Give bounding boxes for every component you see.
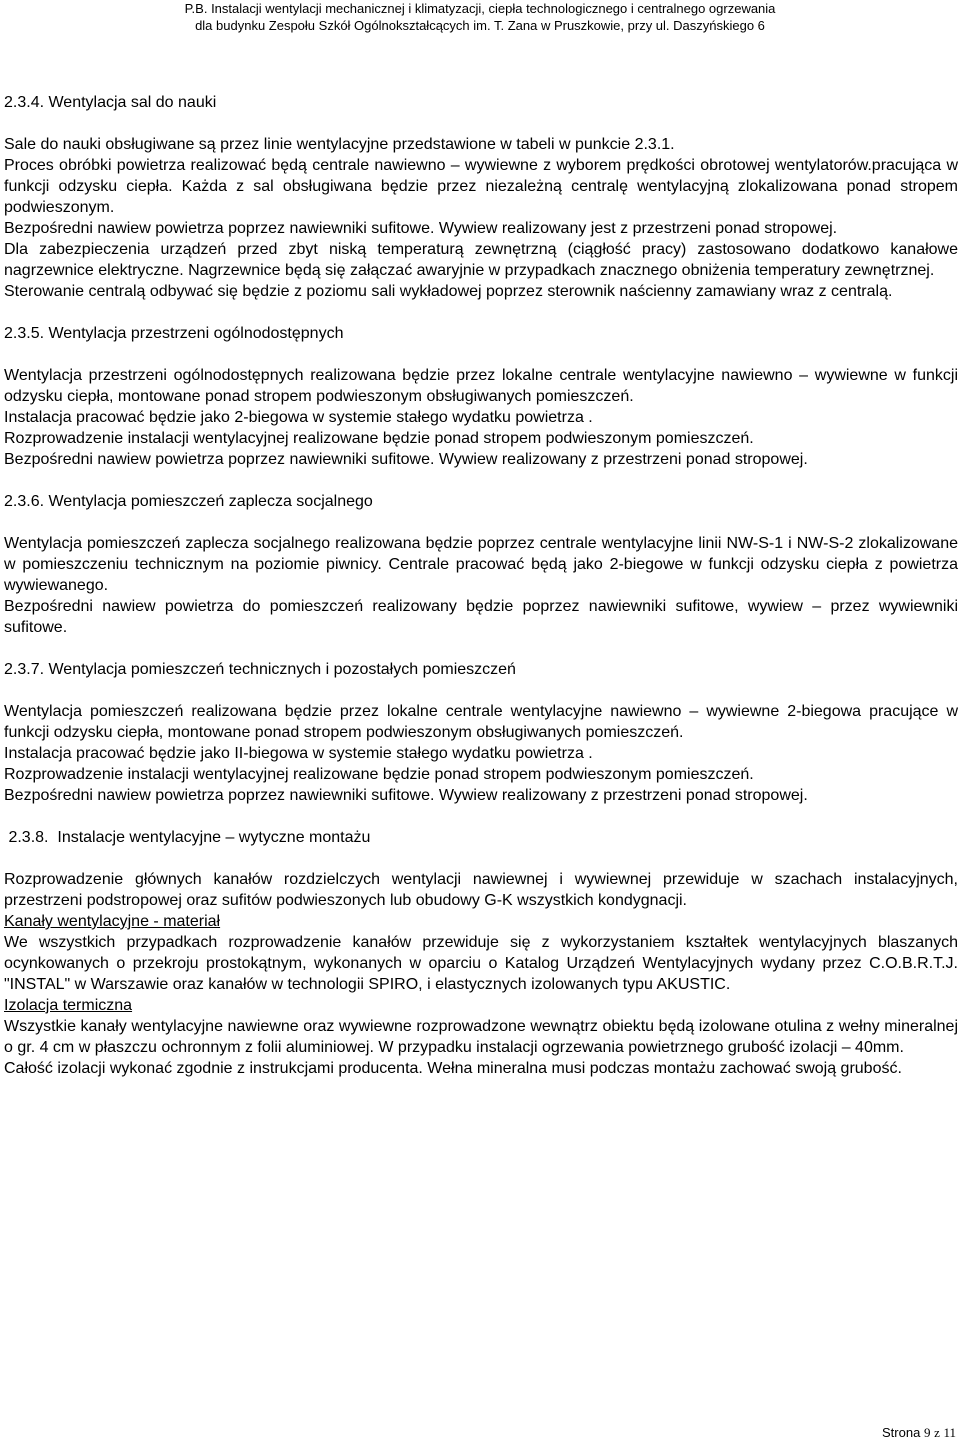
paragraph: Rozprowadzenie instalacji wentylacyjnej realizowane będzie ponad stropem podwieszonym pomieszczeń. [4,766,754,783]
paragraph: Bezpośredni nawiew powietrza poprzez nawiewniki sufitowe. Wywiew realizowany jest z przestrzeni ponad stropowej. [4,220,838,237]
paragraph: Wentylacja przestrzeni ogólnodostępnych realizowana będzie przez lokalne centrale wentylacyjne nawiewno – wywiewne w funkcji odzysku ciepła, montowane ponad stropem podwieszonym obsługiwanych pomieszczeń. [4,367,958,405]
paragraph: Instalacja pracować będzie jako 2-biegowa w systemie stałego wydatku powietrza . [4,409,593,426]
page-footer [882,1426,956,1440]
paragraph: Proces obróbki powietrza realizować będą centrale nawiewno – wywiewne z wyborem prędkości obrotowej wentylatorów.pracująca w funkcji odzysku ciepła. Każda z sal obsługiwana będzie przez niezależną centralę wentylacyjną zlokalizowana ponad stropem podwieszonym. [4,157,958,216]
subsection-title-ducts-material: Kanały wentylacyjne - materiał [4,913,221,930]
section-heading-2-3-8: 2.3.8. Instalacje wentylacyjne – wytyczne montażu [4,829,371,846]
paragraph: Całość izolacji wykonać zgodnie z instrukcjami producenta. Wełna mineralna musi podczas montażu zachować swoją grubość. [4,1060,902,1077]
section-heading-2-3-5: 2.3.5. Wentylacja przestrzeni ogólnodostępnych [4,325,344,342]
paragraph: We wszystkich przypadkach rozprowadzenie kanałów przewiduje się z wykorzystaniem kształtek wentylacyjnych blaszanych ocynkowanych o przekroju prostokątnym, wykonanych w oparciu o Katalog Urządzeń Wentylacyjnych wydany przez C.O.B.R.T.J. "INSTAL" w Warszawie oraz kanałów w technologii SPIRO, i elastycznych izolowanych typu AKUSTIC. [4,934,958,993]
paragraph: Rozprowadzenie instalacji wentylacyjnej realizowane będzie ponad stropem podwieszonym pomieszczeń. [4,430,754,447]
paragraph: Dla zabezpieczenia urządzeń przed zbyt niską temperaturą zewnętrzną (ciągłość pracy) zastosowano dodatkowo kanałowe nagrzewnice elektryczne. Nagrzewnice będą się załączać awaryjnie w przypadkach znacznego obniżenia temperatury zewnętrznej. [4,241,958,279]
page-of: z [934,1425,940,1440]
paragraph: Rozprowadzenie głównych kanałów rozdzielczych wentylacji nawiewnej i wywiewnej przewiduje w szachach instalacyjnych, przestrzeni podstropowej oraz sufitów podwieszonych lub obudowy G-K wszystkich kondygnacji. [4,871,958,909]
paragraph: Bezpośredni nawiew powietrza poprzez nawiewniki sufitowe. Wywiew realizowany z przestrzeni ponad stropowej. [4,787,808,804]
header-line-1: P.B. Instalacji wentylacji mechanicznej i klimatyzacji, ciepła technologicznego i centralnego ogrzewania [184,1,776,16]
paragraph: Bezpośredni nawiew powietrza do pomieszczeń realizowany będzie poprzez nawiewniki sufitowe, wywiew – przez wywiewniki sufitowe. [4,598,958,636]
document-body [4,92,958,1079]
page-number: 9 [923,1425,931,1440]
paragraph: Wentylacja pomieszczeń zaplecza socjalnego realizowana będzie poprzez centrale wentylacyjne linii NW-S-1 i NW-S-2 zlokalizowane w pomieszczeniu technicznym na poziomie piwnicy. Centrale pracować będą jako 2-biegowe w funkcji odzysku ciepła z powietrza wywiewanego. [4,535,958,594]
page-label: Strona [882,1425,921,1440]
document-header [0,0,960,34]
subsection-title-thermal-insulation: Izolacja termiczna [4,997,133,1014]
section-heading-2-3-7: 2.3.7. Wentylacja pomieszczeń technicznych i pozostałych pomieszczeń [4,661,516,678]
paragraph: Bezpośredni nawiew powietrza poprzez nawiewniki sufitowe. Wywiew realizowany z przestrzeni ponad stropowej. [4,451,808,468]
page-total: 11 [943,1425,956,1440]
paragraph: Instalacja pracować będzie jako II-biegowa w systemie stałego wydatku powietrza . [4,745,593,762]
section-heading-2-3-6: 2.3.6. Wentylacja pomieszczeń zaplecza socjalnego [4,493,373,510]
paragraph: Wentylacja pomieszczeń realizowana będzie przez lokalne centrale wentylacyjne nawiewno – wywiewne 2-biegowa pracujące w funkcji odzysku ciepła, montowane ponad stropem podwieszonym obsługiwanych pomieszczeń. [4,703,958,741]
paragraph: Sale do nauki obsługiwane są przez linie wentylacyjne przedstawione w tabeli w punkcie 2.3.1. [4,136,675,153]
paragraph: Wszystkie kanały wentylacyjne nawiewne oraz wywiewne rozprowadzone wewnątrz obiektu będą izolowane otulina z wełny mineralnej o gr. 4 cm w płaszczu ochronnym z folii aluminiowej. W przypadku instalacji ogrzewania powietrznego grubość izolacji – 40mm. [4,1018,958,1056]
paragraph: Sterowanie centralą odbywać się będzie z poziomu sali wykładowej poprzez sterownik naścienny zamawiany wraz z centralą. [4,283,893,300]
header-line-2: dla budynku Zespołu Szkół Ogólnokształcących im. T. Zana w Pruszkowie, przy ul. Daszyńskiego 6 [195,18,765,33]
section-heading-2-3-4: 2.3.4. Wentylacja sal do nauki [4,94,217,111]
